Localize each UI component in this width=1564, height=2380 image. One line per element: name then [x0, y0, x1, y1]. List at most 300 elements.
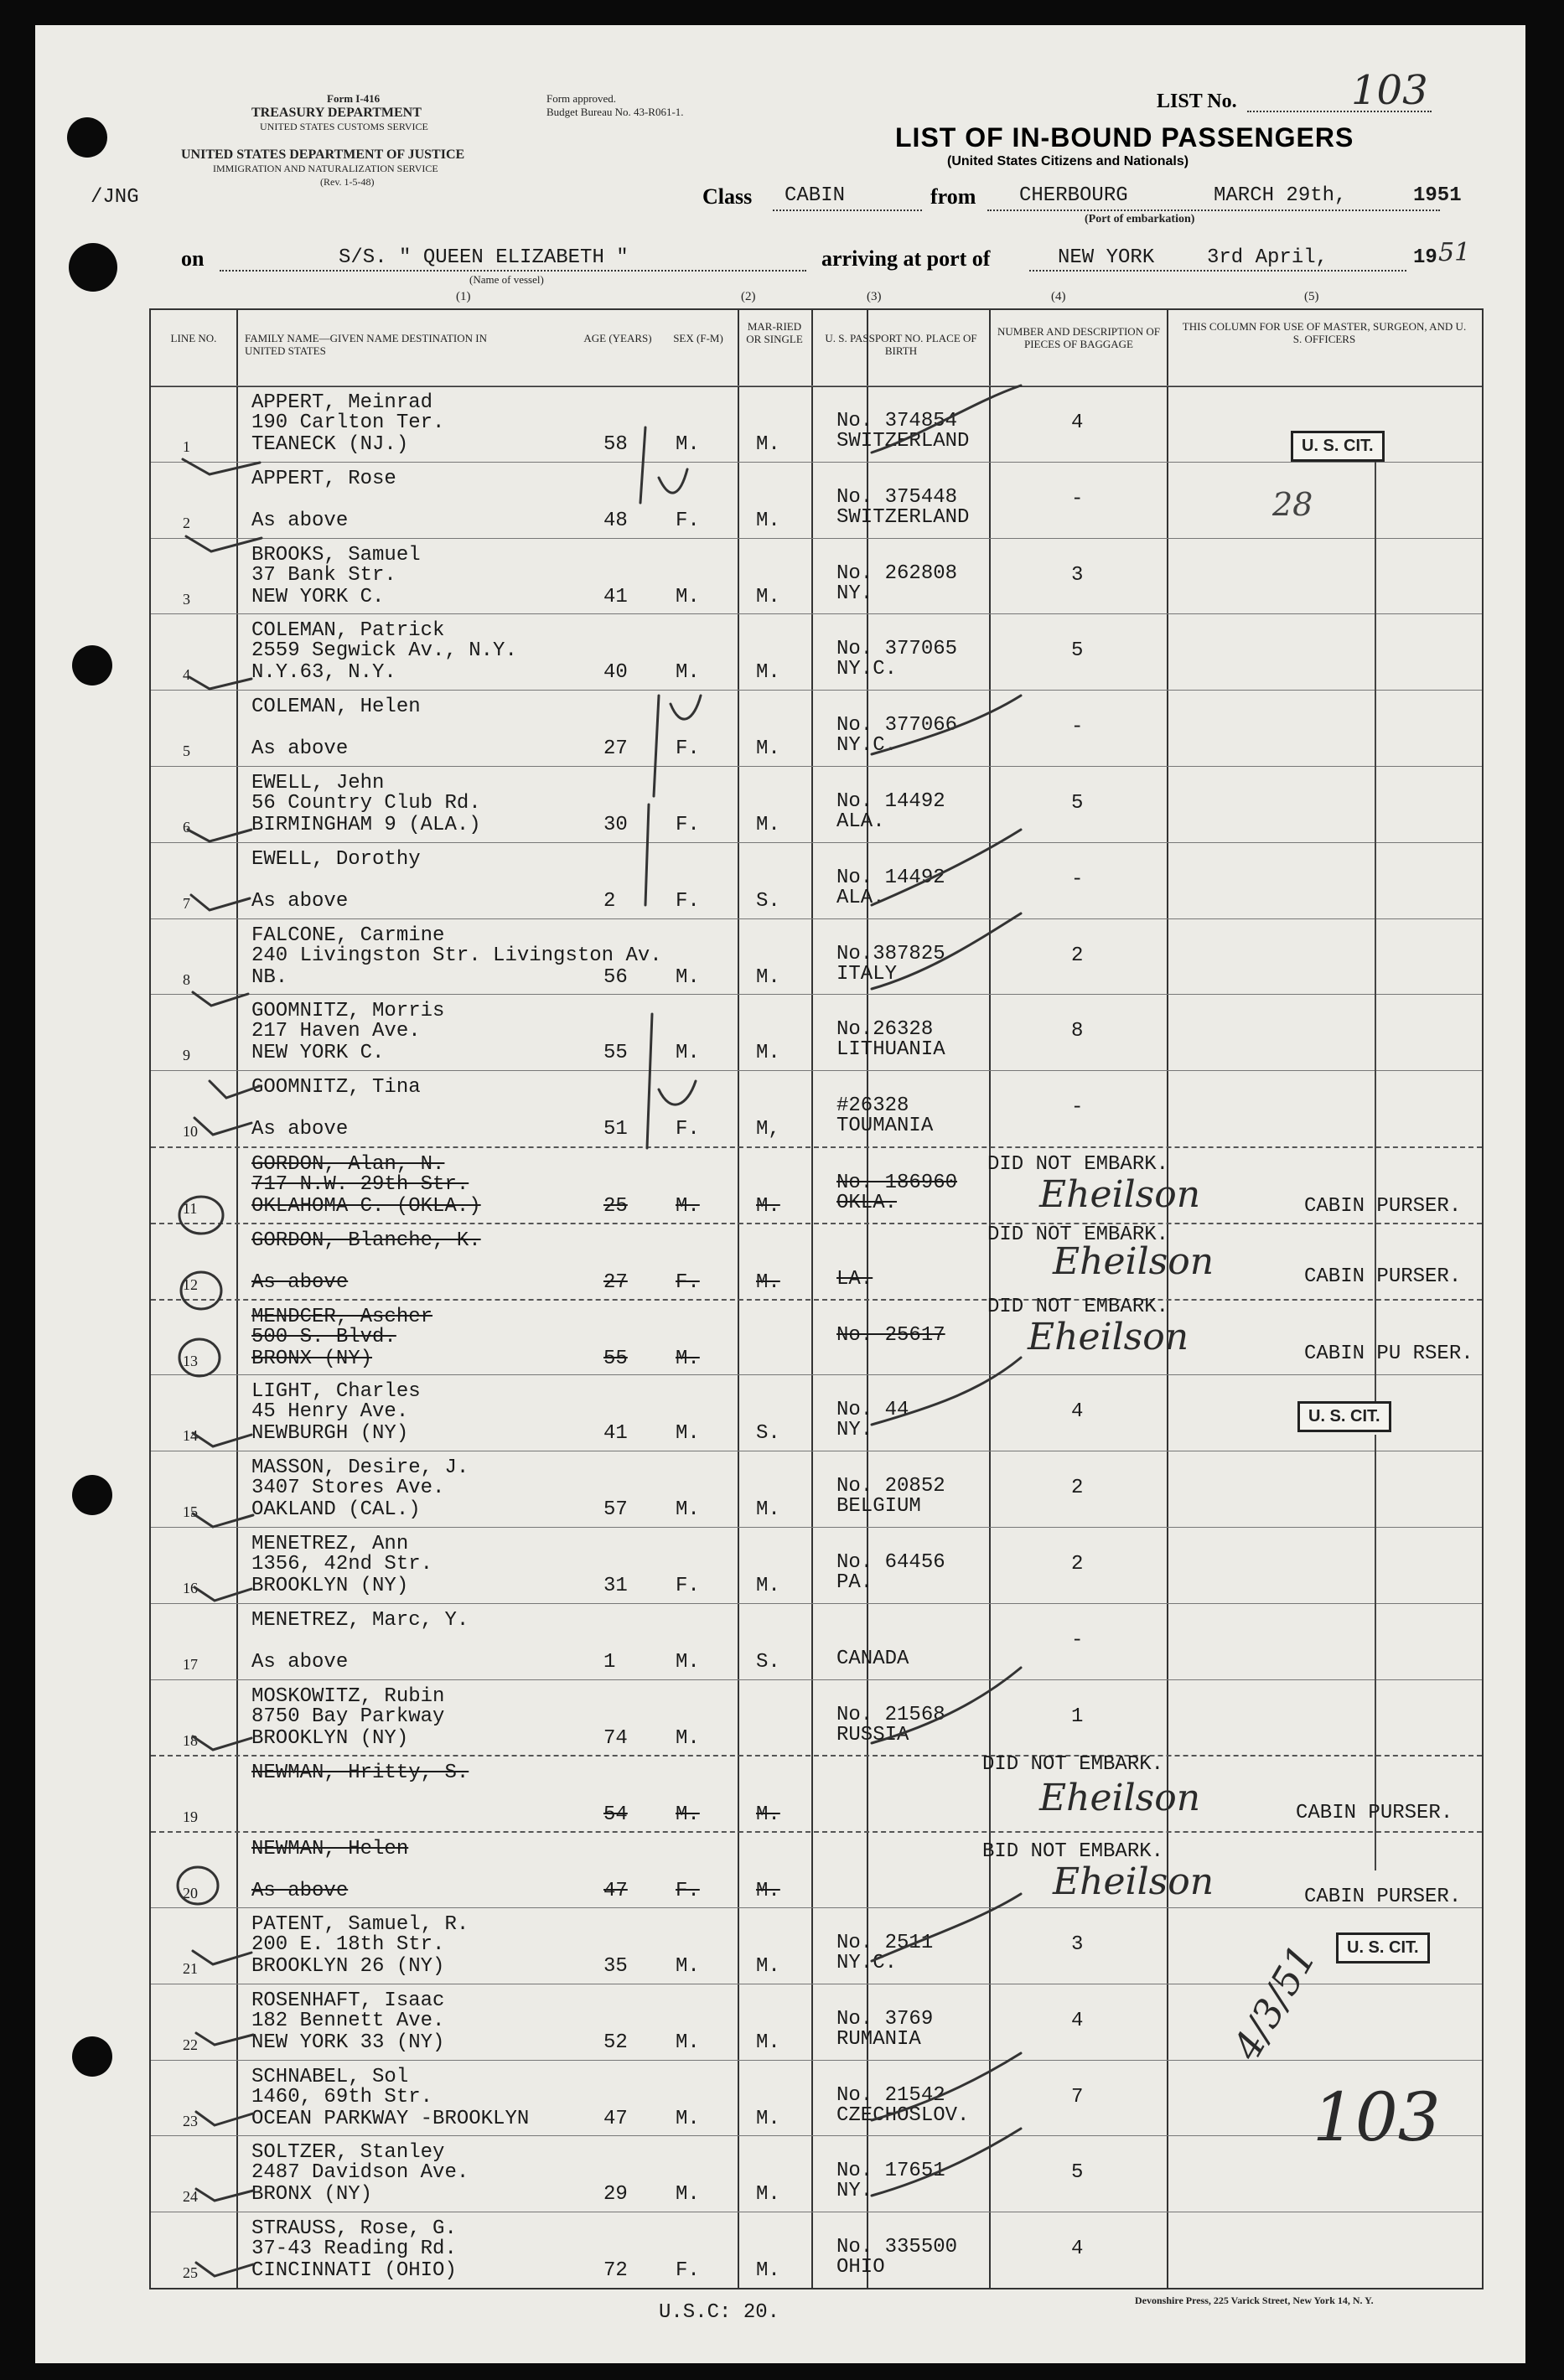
- age-value: 30: [603, 814, 628, 836]
- sex-value: M.: [676, 965, 700, 989]
- place-of-birth: NY.: [836, 1419, 873, 1442]
- address-line: 217 Haven Ave.: [251, 1020, 421, 1043]
- place-of-birth: OHIO: [836, 2256, 885, 2279]
- did-not-embark-note: DID NOT EMBARK.: [987, 1296, 1169, 1318]
- place-of-birth: PA.: [836, 1571, 873, 1594]
- marital-status: M.: [756, 737, 780, 761]
- age-value: 57: [603, 1498, 628, 1522]
- place-of-birth: NY.: [836, 2180, 873, 2203]
- age-value: 55: [603, 1042, 628, 1065]
- check-mark: [189, 677, 251, 689]
- vessel-note: (Name of vessel): [469, 273, 544, 286]
- line-number: 2: [183, 514, 190, 531]
- passport-number: No. 262808: [836, 561, 958, 585]
- purser-signature: Eheilson: [1053, 1240, 1214, 1283]
- baggage-count: 4: [1071, 411, 1084, 434]
- cabin-purser-note: CABIN PURSER.: [1304, 1886, 1462, 1908]
- from-value: CHERBOURG: [1019, 184, 1128, 207]
- tally-mark: [659, 1081, 696, 1105]
- destination: BRONX (NY): [251, 1347, 373, 1370]
- line-number: 14: [183, 1427, 198, 1445]
- address-line: 2487 Davidson Ave.: [251, 2161, 469, 2185]
- sex-value: M.: [676, 1498, 700, 1522]
- circle-mark: [179, 1197, 223, 1234]
- passenger-name: COLEMAN, Patrick: [251, 619, 445, 643]
- line-number: 11: [183, 1200, 198, 1217]
- passport-number: No. 3769: [836, 2007, 934, 2031]
- baggage-count: 3: [1071, 1933, 1084, 1956]
- passenger-name: MENETREZ, Ann: [251, 1533, 409, 1555]
- handwritten-list-number: 103: [1313, 2078, 1441, 2156]
- passenger-name: STRAUSS, Rose, G.: [251, 2217, 457, 2241]
- list-number: 103: [1351, 67, 1428, 114]
- officers-header: THIS COLUMN FOR USE OF MASTER, SURGEON, AND U. S. OFFICERS: [1182, 320, 1467, 345]
- revision: (Rev. 1-5-48): [320, 176, 375, 188]
- destination: NEW YORK C.: [251, 1042, 385, 1065]
- destination: N.Y.63, N.Y.: [251, 661, 396, 685]
- line-number: 4: [183, 666, 190, 684]
- destination: As above: [251, 1650, 349, 1674]
- married-header: MAR-RIED OR SINGLE: [746, 320, 803, 345]
- col-num: (2): [741, 290, 756, 303]
- place-of-birth: ITALY: [836, 962, 898, 986]
- marital-status: M.: [756, 814, 780, 836]
- ins-service: IMMIGRATION AND NATURALIZATION SERVICE: [213, 163, 438, 174]
- check-mark: [183, 459, 260, 474]
- baggage-count: -: [1071, 716, 1084, 739]
- passport-number: No. 44: [836, 1399, 909, 1422]
- pass-tick: [872, 913, 1021, 989]
- passenger-name: SCHNABEL, Sol: [251, 2065, 409, 2088]
- line-number: 3: [183, 590, 190, 608]
- line-number: 5: [183, 742, 190, 760]
- age-value: 40: [603, 661, 628, 685]
- age-value: 29: [603, 2183, 628, 2207]
- vessel-name: S/S. " QUEEN ELIZABETH ": [339, 246, 629, 269]
- passport-number: No. 17651: [836, 2160, 945, 2183]
- sex-value: M.: [676, 1347, 700, 1370]
- marital-status: M.: [756, 2031, 780, 2054]
- pass-tick: [872, 1894, 1021, 1961]
- passport-number: No. 377066: [836, 714, 958, 737]
- col-num: (4): [1051, 290, 1066, 303]
- line-number: 19: [183, 1808, 198, 1826]
- passenger-name: LIGHT, Charles: [251, 1380, 421, 1404]
- check-mark: [193, 992, 248, 1006]
- purser-signature: Eheilson: [1028, 1316, 1189, 1358]
- check-mark: [193, 1736, 251, 1750]
- passport-number: No. 20852: [836, 1475, 945, 1498]
- circle-mark: [181, 1272, 221, 1309]
- class-label: Class: [702, 184, 753, 209]
- destination: BRONX (NY): [251, 2183, 373, 2207]
- address-line: 2559 Segwick Av., N.Y.: [251, 639, 517, 663]
- destination: CINCINNATI (OHIO): [251, 2259, 457, 2283]
- marital-status: M.: [756, 965, 780, 989]
- tally-mark: [645, 805, 649, 905]
- address-line: 8750 Bay Parkway: [251, 1705, 445, 1728]
- passenger-name: APPERT, Rose: [251, 467, 396, 490]
- age-value: 52: [603, 2031, 628, 2054]
- form-number: Form I-416: [327, 92, 381, 105]
- sex-value: F.: [676, 737, 700, 761]
- passenger-name: APPERT, Meinrad: [251, 391, 433, 414]
- baggage-header: NUMBER AND DESCRIPTION OF PIECES OF BAGGAGE: [997, 325, 1160, 350]
- destination: OCEAN PARKWAY -BROOKLYN: [251, 2107, 530, 2130]
- arriving-label: arriving at port of: [821, 246, 991, 271]
- passport-number: No. 186960: [836, 1172, 958, 1194]
- marital-status: S.: [756, 1422, 780, 1446]
- passport-number: No. 14492: [836, 790, 945, 813]
- address-line: 45 Henry Ave.: [251, 1400, 409, 1424]
- tally-mark: [659, 469, 687, 493]
- baggage-count: 7: [1071, 2085, 1084, 2108]
- baggage-count: 2: [1071, 944, 1084, 967]
- baggage-count: 3: [1071, 563, 1084, 587]
- treasury-dept: TREASURY DEPARTMENT: [251, 106, 422, 120]
- destination: TEANECK (NJ.): [251, 433, 409, 456]
- passport-number: No. 374854: [836, 410, 958, 432]
- marital-status: M.: [756, 661, 780, 685]
- passenger-name: MENETREZ, Marc, Y.: [251, 1608, 469, 1632]
- passport-number: No. 21542: [836, 2083, 945, 2107]
- line-number: 21: [183, 1960, 198, 1977]
- marital-status: M.: [756, 1270, 780, 1294]
- address-line: 717 N.W. 29th Str.: [251, 1173, 469, 1196]
- sex-value: F.: [676, 1270, 700, 1294]
- baggage-count: 4: [1071, 2238, 1084, 2261]
- budget-bureau: Budget Bureau No. 43-R061-1.: [546, 106, 684, 118]
- on-label: on: [181, 246, 205, 271]
- baggage-count: 4: [1071, 1400, 1084, 1424]
- destination: NB.: [251, 965, 288, 989]
- destination: BIRMINGHAM 9 (ALA.): [251, 814, 481, 836]
- age-value: 41: [603, 1422, 628, 1446]
- passenger-name: GORDON, Alan, N.: [251, 1153, 445, 1176]
- line-number: 18: [183, 1731, 198, 1749]
- place-of-birth: ALA.: [836, 810, 885, 833]
- check-mark: [193, 1433, 251, 1446]
- line-number: 24: [183, 2188, 198, 2206]
- place-of-birth: OKLA.: [836, 1192, 898, 1214]
- age-value: 58: [603, 433, 628, 456]
- baggage-count: 2: [1071, 1553, 1084, 1575]
- marital-status: M.: [756, 1042, 780, 1065]
- tally-mark: [671, 696, 701, 719]
- sex-value: M.: [676, 1955, 700, 1978]
- sex-value: F.: [676, 1880, 700, 1903]
- passport-number: No.26328: [836, 1018, 934, 1042]
- did-not-embark-note: DID NOT EMBARK.: [987, 1153, 1169, 1176]
- passport-number: No. 2511: [836, 1932, 934, 1954]
- passenger-name: MENDCER, Ascher: [251, 1305, 433, 1328]
- baggage-count: -: [1071, 1628, 1084, 1652]
- marital-status: M.: [756, 1880, 780, 1903]
- place-of-birth: RUMANIA: [836, 2027, 921, 2051]
- passport-number: No. 377065: [836, 638, 958, 661]
- line-number: 23: [183, 2112, 198, 2129]
- sex-value: M.: [676, 661, 700, 685]
- tally-mark: [654, 696, 659, 796]
- passenger-name: EWELL, Jehn: [251, 772, 385, 794]
- us-cit-typed-stamp: U. S. CIT.: [1336, 1932, 1430, 1964]
- customs-service: UNITED STATES CUSTOMS SERVICE: [260, 121, 428, 132]
- check-mark: [210, 1081, 260, 1098]
- list-subtitle: (United States Citizens and Nationals): [947, 154, 1189, 168]
- pass-tick: [872, 830, 1021, 905]
- justice-dept: UNITED STATES DEPARTMENT OF JUSTICE: [181, 147, 465, 162]
- passport-number: No. 335500: [836, 2236, 958, 2259]
- purser-signature: Eheilson: [1039, 1777, 1201, 1819]
- baggage-count: 4: [1071, 2009, 1084, 2032]
- passenger-name: BROOKS, Samuel: [251, 543, 421, 567]
- age-value: 27: [603, 1270, 628, 1294]
- passenger-name: COLEMAN, Helen: [251, 696, 421, 719]
- baggage-count: -: [1071, 487, 1084, 510]
- age-value: 47: [603, 2107, 628, 2130]
- port-embark-note: (Port of embarkation): [1085, 213, 1195, 225]
- marital-status: M.: [756, 2259, 780, 2283]
- line-number: 8: [183, 970, 190, 988]
- age-value: 25: [603, 1195, 628, 1218]
- arrival-port: NEW YORK: [1058, 246, 1155, 269]
- did-not-embark-note: BID NOT EMBARK.: [982, 1840, 1164, 1863]
- line-number: 17: [183, 1655, 198, 1673]
- inspector-initials-date: 4/3/51: [1224, 1937, 1325, 2067]
- passenger-name: NEWMAN, Hritty, S.: [251, 1762, 469, 1785]
- check-mark: [191, 895, 250, 910]
- pass-tick: [872, 2053, 1021, 2120]
- check-mark: [196, 2263, 253, 2276]
- marital-status: M.: [756, 1195, 780, 1218]
- line-number: 10: [183, 1123, 198, 1141]
- place-of-birth: SWITZERLAND: [836, 430, 970, 453]
- address-line: 37-43 Reading Rd.: [251, 2238, 457, 2261]
- circle-mark: [178, 1867, 218, 1904]
- passenger-name: EWELL, Dorothy: [251, 847, 421, 871]
- marital-status: M.: [756, 585, 780, 608]
- place-of-birth: BELGIUM: [836, 1495, 921, 1519]
- baggage-count: 8: [1071, 1020, 1084, 1043]
- destination: NEW YORK C.: [251, 585, 385, 608]
- place-of-birth: TOUMANIA: [836, 1115, 934, 1138]
- sex-value: F.: [676, 1118, 700, 1141]
- purser-signature: Eheilson: [1039, 1173, 1201, 1216]
- sex-value: M.: [676, 2107, 700, 2130]
- sex-value: F.: [676, 889, 700, 913]
- passenger-name: GORDON, Blanche, K.: [251, 1229, 481, 1252]
- tally-mark: [647, 1014, 652, 1148]
- did-not-embark-note: DID NOT EMBARK.: [987, 1224, 1169, 1246]
- passport-number: #26328: [836, 1094, 909, 1118]
- passport-number: No.387825: [836, 942, 945, 965]
- check-mark: [196, 2189, 253, 2201]
- name-header: FAMILY NAME—GIVEN NAME DESTINATION IN UNITED STATES: [245, 332, 488, 357]
- destination: OKLAHOMA C. (OKLA.): [251, 1195, 481, 1218]
- passenger-name: NEWMAN, Helen: [251, 1838, 409, 1861]
- tally-mark: [640, 427, 645, 503]
- baggage-count: 2: [1071, 1477, 1084, 1500]
- destination: As above: [251, 737, 349, 761]
- arrival-date: 3rd April,: [1207, 246, 1328, 269]
- line-no-header: LINE NO.: [170, 332, 217, 344]
- baggage-count: 1: [1071, 1705, 1084, 1728]
- marital-status: M.: [756, 433, 780, 456]
- sex-value: F.: [676, 814, 700, 836]
- marital-status: S.: [756, 889, 780, 913]
- marital-status: S.: [756, 1650, 780, 1674]
- passenger-name: MOSKOWITZ, Rubin: [251, 1684, 445, 1708]
- sex-value: M.: [676, 1726, 700, 1750]
- sex-value: F.: [676, 1575, 700, 1597]
- place-of-birth: RUSSIA: [836, 1723, 909, 1746]
- age-value: 48: [603, 509, 628, 532]
- line-number: 6: [183, 819, 190, 836]
- line-number: 15: [183, 1503, 198, 1521]
- age-value: 2: [603, 889, 616, 913]
- check-mark: [188, 830, 251, 841]
- age-value: 74: [603, 1726, 628, 1750]
- check-mark: [193, 1513, 253, 1527]
- passenger-name: ROSENHAFT, Isaac: [251, 1989, 445, 2012]
- class-value: CABIN: [785, 184, 846, 207]
- age-value: 51: [603, 1118, 628, 1141]
- embark-date: MARCH 29th,: [1214, 184, 1347, 207]
- line-number: 20: [183, 1885, 198, 1902]
- destination: OAKLAND (CAL.): [251, 1498, 421, 1522]
- cabin-purser-note: CABIN PURSER.: [1304, 1195, 1462, 1218]
- sex-value: M.: [676, 585, 700, 608]
- check-mark: [193, 1951, 251, 1964]
- passport-number: No. 25617: [836, 1323, 945, 1347]
- sex-header: SEX (F-M): [673, 332, 723, 344]
- place-of-birth: ALA.: [836, 886, 885, 909]
- purser-signature: Eheilson: [1053, 1860, 1214, 1903]
- circle-mark: [179, 1339, 220, 1376]
- pass-tick: [872, 2129, 1021, 2196]
- sex-value: M.: [676, 1042, 700, 1065]
- age-header: AGE (YEARS): [583, 332, 652, 344]
- address-line: 200 E. 18th Str.: [251, 1933, 445, 1956]
- address-line: 190 Carlton Ter.: [251, 411, 445, 434]
- arrival-year-suffix: 51: [1438, 238, 1471, 267]
- destination: BROOKLYN (NY): [251, 1575, 409, 1597]
- marital-status: M.: [756, 1955, 780, 1978]
- place-of-birth: NY.C.: [836, 734, 898, 758]
- printer-imprint: Devonshire Press, 225 Varick Street, New York 14, N. Y.: [1135, 2295, 1374, 2306]
- list-no-label: LIST No.: [1157, 91, 1237, 112]
- code-28: 28: [1272, 486, 1313, 523]
- col-num: (1): [456, 290, 471, 303]
- embark-year: 1951: [1413, 184, 1462, 207]
- destination: NEWBURGH (NY): [251, 1422, 409, 1446]
- line-number: 7: [183, 894, 190, 912]
- marital-status: M.: [756, 1575, 780, 1597]
- passenger-name: SOLTZER, Stanley: [251, 2141, 445, 2165]
- passport-number: No. 375448: [836, 485, 958, 509]
- destination: As above: [251, 509, 349, 532]
- marital-status: M.: [756, 1498, 780, 1522]
- passport-number: No. 21568: [836, 1703, 945, 1726]
- cabin-purser-note: CABIN PURSER.: [1304, 1265, 1462, 1288]
- baggage-count: -: [1071, 1096, 1084, 1120]
- age-value: 47: [603, 1880, 628, 1903]
- place-of-birth: NY.C.: [836, 658, 898, 681]
- line-number: 22: [183, 2036, 198, 2053]
- baggage-count: 5: [1071, 792, 1084, 815]
- place-of-birth: CZECHOSLOV.: [836, 2103, 970, 2127]
- pass-tick: [872, 385, 1021, 453]
- address-line: 56 Country Club Rd.: [251, 792, 481, 815]
- age-value: 54: [603, 1803, 628, 1827]
- place-of-birth: LA.: [836, 1267, 873, 1291]
- baggage-count: 5: [1071, 639, 1084, 663]
- passenger-name: FALCONE, Carmine: [251, 924, 445, 947]
- address-line: 1356, 42nd Str.: [251, 1553, 433, 1575]
- form-approved: Form approved.: [546, 92, 617, 105]
- baggage-count: -: [1071, 867, 1084, 891]
- arrival-year-prefix: 19: [1413, 246, 1437, 269]
- list-title: LIST OF IN-BOUND PASSENGERS: [895, 122, 1354, 153]
- age-value: 55: [603, 1347, 628, 1370]
- place-of-birth: LITHUANIA: [836, 1038, 945, 1062]
- line-number: 9: [183, 1047, 190, 1064]
- col-num: (3): [867, 290, 882, 303]
- line-number: 16: [183, 1580, 198, 1596]
- destination: As above: [251, 1118, 349, 1141]
- marital-status: M.: [756, 2107, 780, 2130]
- cabin-purser-note: CABIN PU RSER.: [1304, 1343, 1473, 1365]
- pass-tick: [872, 1358, 1021, 1425]
- address-line: 500 S. Blvd.: [251, 1325, 396, 1348]
- from-label: from: [930, 184, 976, 209]
- cabin-purser-note: CABIN PURSER.: [1296, 1802, 1453, 1824]
- check-mark: [196, 2112, 253, 2125]
- col-num: (5): [1304, 290, 1319, 303]
- age-value: 35: [603, 1955, 628, 1978]
- sex-value: M.: [676, 433, 700, 456]
- passport-number: No. 64456: [836, 1551, 945, 1574]
- destination: As above: [251, 889, 349, 913]
- sex-value: M.: [676, 1422, 700, 1446]
- line-number: 13: [183, 1352, 198, 1369]
- marital-status: M.: [756, 2183, 780, 2207]
- age-value: 27: [603, 737, 628, 761]
- marital-status: M.: [756, 1803, 780, 1827]
- check-mark: [186, 536, 262, 551]
- us-cit-stamp: U. S. CIT.: [1297, 1401, 1391, 1432]
- address-line: 37 Bank Str.: [251, 563, 396, 587]
- destination: BROOKLYN 26 (NY): [251, 1955, 445, 1978]
- check-mark: [194, 1118, 251, 1135]
- sex-value: F.: [676, 2259, 700, 2283]
- age-value: 41: [603, 585, 628, 608]
- sex-value: M.: [676, 2031, 700, 2054]
- check-mark: [196, 2033, 253, 2045]
- sex-value: F.: [676, 509, 700, 532]
- place-of-birth: NY.: [836, 582, 873, 605]
- passenger-name: GOOMNITZ, Morris: [251, 1000, 445, 1023]
- destination: As above: [251, 1880, 349, 1903]
- check-mark: [194, 1587, 251, 1601]
- line-number: 12: [183, 1275, 198, 1293]
- marital-status: M.: [756, 509, 780, 532]
- sex-value: M.: [676, 1650, 700, 1674]
- place-of-birth: CANADA: [836, 1647, 909, 1670]
- address-line: 240 Livingston Str. Livingston Av.: [251, 944, 662, 967]
- passenger-name: GOOMNITZ, Tina: [251, 1076, 421, 1099]
- destination: BROOKLYN (NY): [251, 1726, 409, 1750]
